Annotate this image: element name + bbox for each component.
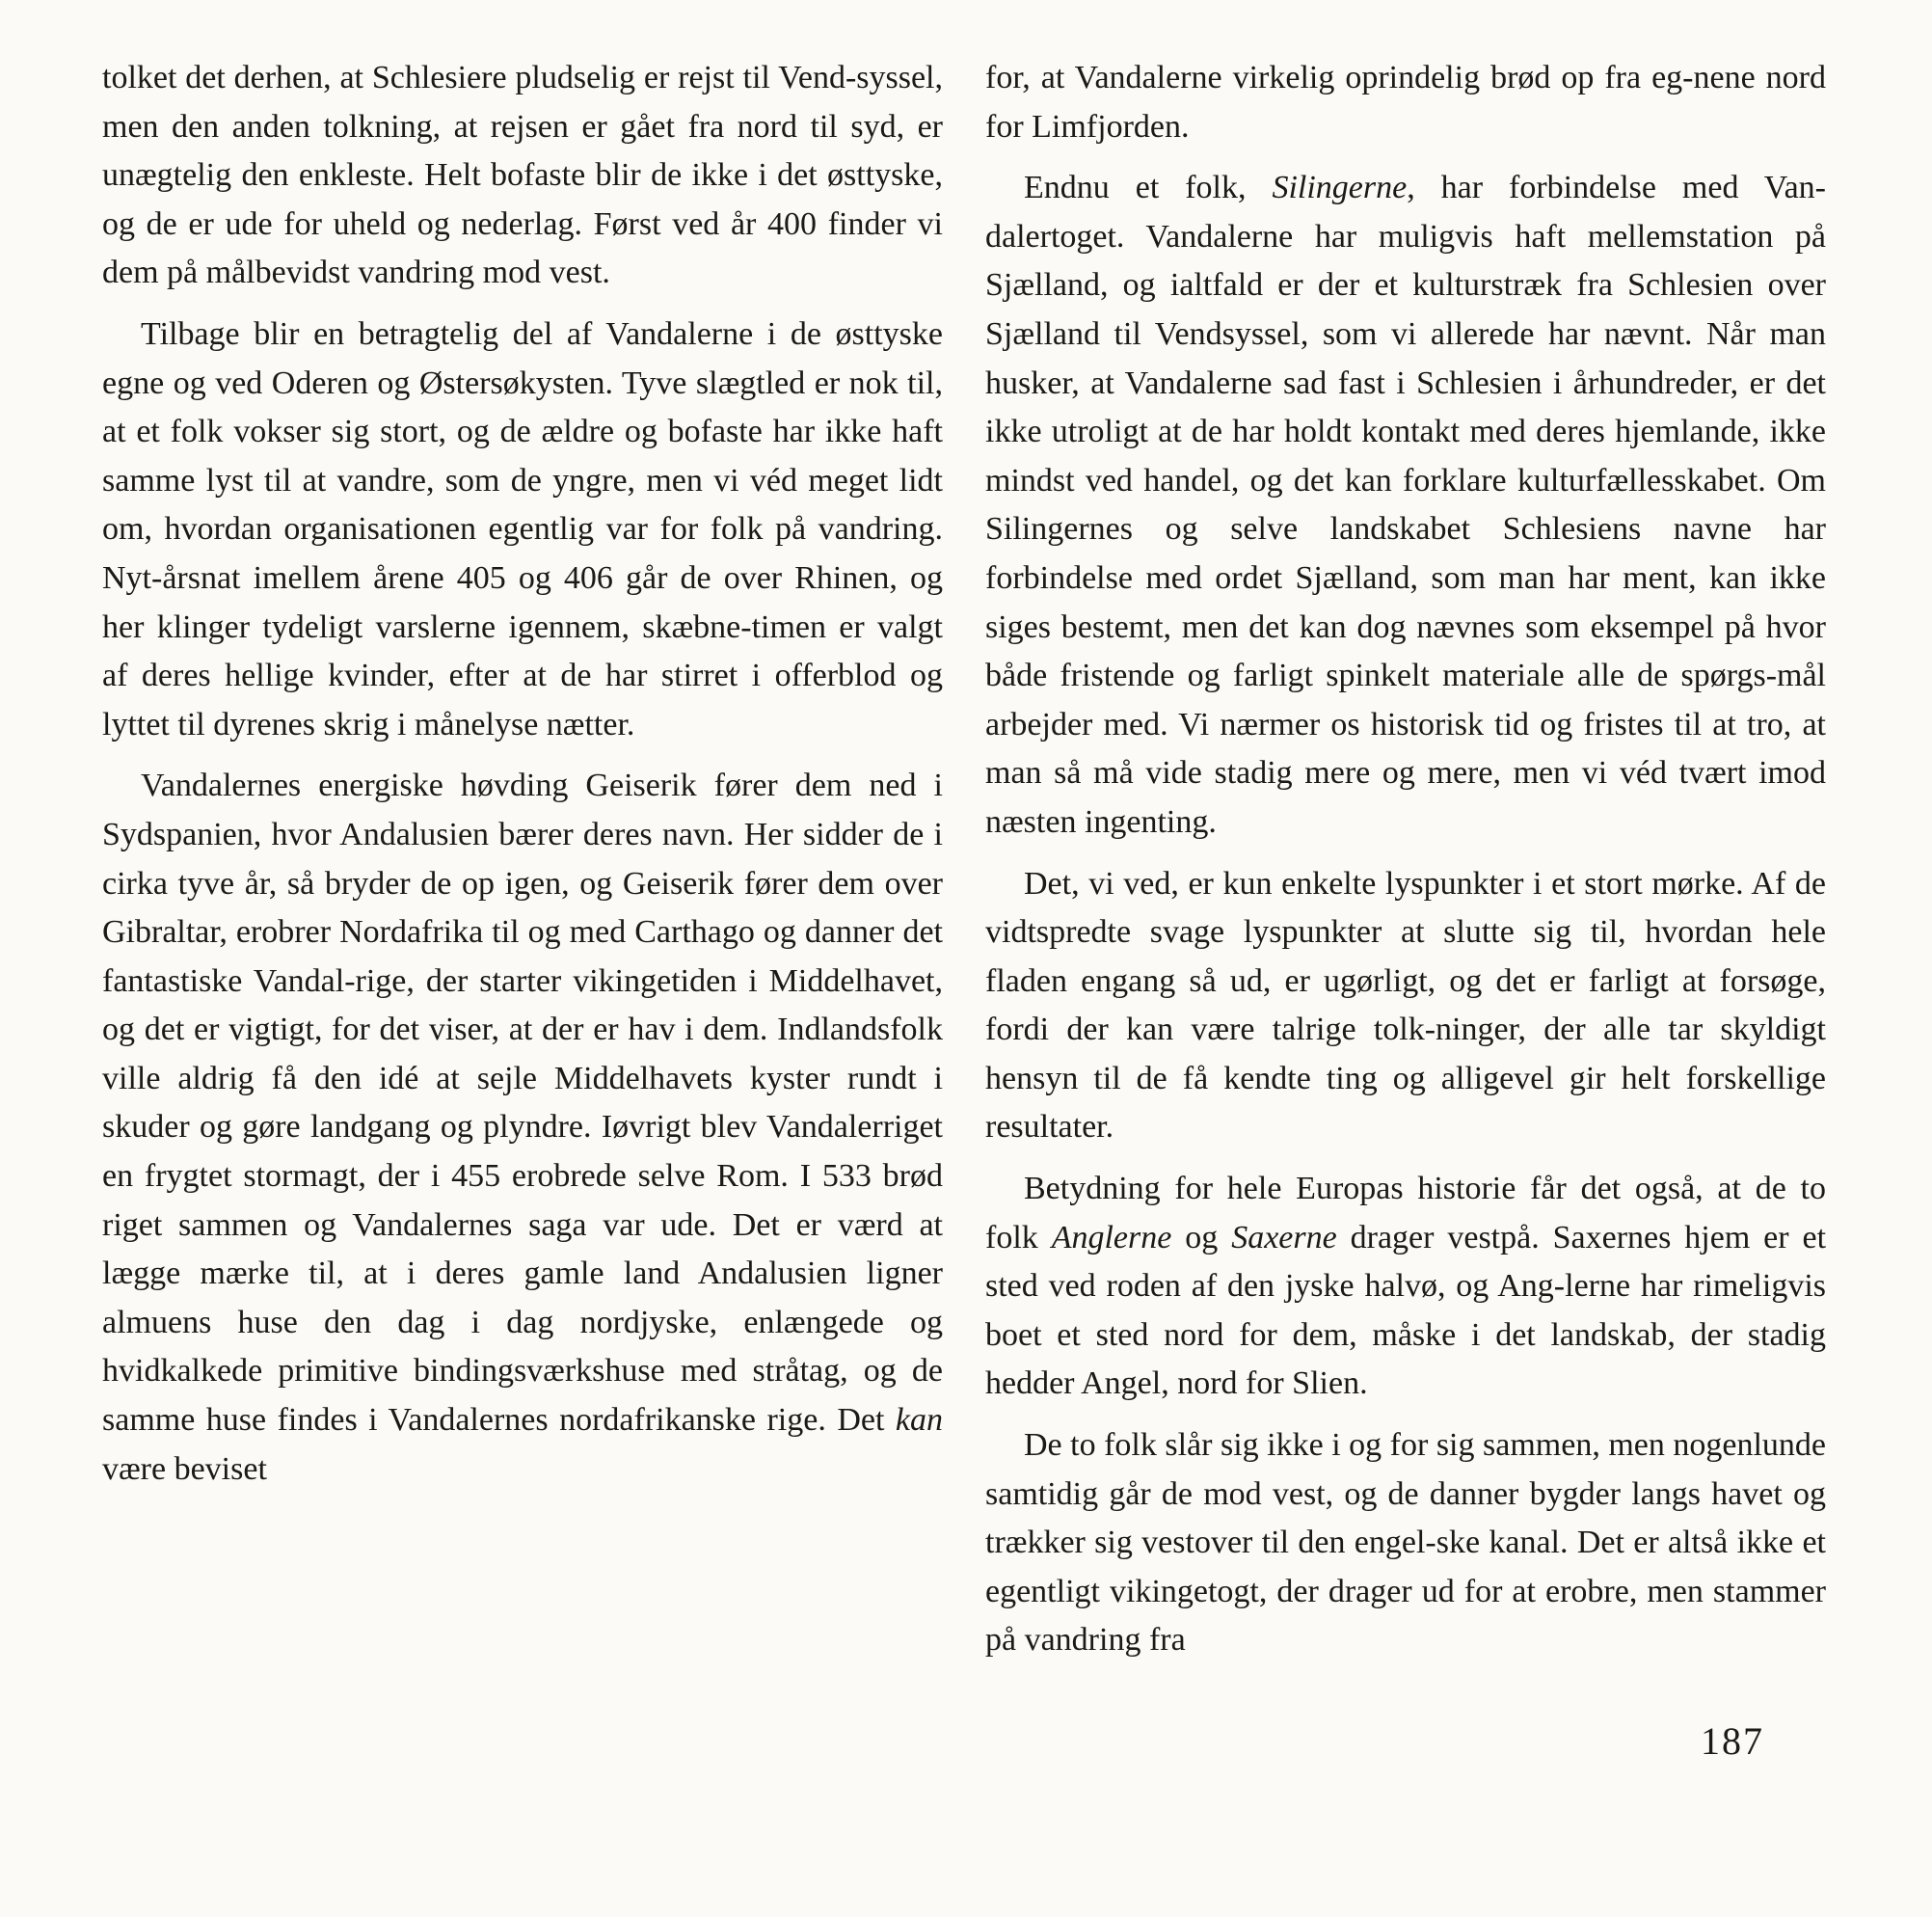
paragraph: Det, vi ved, er kun enkelte lyspunkter i et stort mørke. Af de vidtspredte svage lyspunkter at slutte sig til, hvordan hele fladen engang så ud, er ugørligt, og det er farligt at forsøge, fordi der kan være talrige tolk-ninger, der alle tar skyldigt hensyn til de få kendte ting og alligevel gir helt forskellige resultater. xyxy=(985,865,1826,1146)
paragraph-text: Betydning for hele Europas historie får det også, at de to folk xyxy=(985,1171,1826,1256)
paragraph-text: , har forbindelse med Van-dalertoget. Vandalerne har muligvis haft mellemstation på Sjælland, og ialtfald er der et kulturstræk fra Schlesien over Sjælland til Vendsyssel, som vi allerede har nævnt. Når man husker, at Vandalerne sad fast i Schlesien i århundreder, er det ikke utroligt at de har holdt kontakt med deres hjemlande, ikke mindst ved handel, og det kan forklare kulturfællesskabet. Om Silingernes og selve landskabet Schlesiens navne har forbindelse med ordet Sjælland, som man har ment, kan ikke siges bestemt, men det kan dog nævnes som eksempel på hvor både fristende og farligt spinkelt materiale alle de spørgs-mål arbejder med. Vi nærmer os historisk tid og fristes til at tro, at man så må vide stadig mere og mere, men vi véd tvært imod næsten ingenting. xyxy=(985,170,1826,840)
paragraph-text: drager vestpå. Saxernes hjem er et sted ved roden af den jyske halvø, og Ang-lerne har rimeligvis boet et sted nord for dem, måske i det landskab, der stadig hedder Angel, nord for Slien. xyxy=(985,1219,1827,1402)
paragraph: Tilbage blir en betragtelig del af Vandalerne i de østtyske egne og ved Oderen og Østersøkysten. Tyve slægtled er nok til, at et folk vokser sig stort, og de ældre og bofaste har ikke haft samme lyst til at vandre, som de yngre, men vi véd meget lidt om, hvordan organisationen egentlig var for folk på vandring. Nyt-årsnat imellem årene 405 og 406 går de over Rhinen, og her klinger tydeligt varslerne igennem, skæbne-timen er valgt af deres hellige kvinder, efter at de har stirret i offerblod og lyttet til dyrenes skrig i månelyse nætter. xyxy=(102,315,943,742)
page-number: 187 xyxy=(1701,1719,1764,1763)
paragraph: De to folk slår sig ikke i og for sig sammen, men nogenlunde samtidig går de mod vest, og de danner bygder langs havet og trækker sig vestover til den engel-ske kanal. Det er altså ikke et egentligt vikingetogt, der drager ud for at erobre, men stammer på vandring fra xyxy=(985,1427,1826,1659)
paragraph xyxy=(102,762,943,1494)
paragraph-text: Endnu et folk, xyxy=(1024,170,1247,206)
paragraph xyxy=(985,164,1826,847)
left-column xyxy=(102,54,943,1506)
paragraph: for, at Vandalerne virkelig oprindelig brød op fra eg-nene nord for Limfjorden. xyxy=(985,60,1826,145)
paragraph-text: være beviset xyxy=(102,1450,267,1487)
paragraph xyxy=(985,1165,1826,1409)
right-column xyxy=(985,54,1826,1678)
paragraph-text: og xyxy=(1185,1219,1219,1256)
italic-word: kan xyxy=(895,1402,943,1439)
paragraph-text: Vandalernes energiske høvding Geiserik fører dem ned i Sydspanien, hvor Andalusien bærer deres navn. Her sidder de i cirka tyve år, så bryder de op igen, og Geiserik fører dem over Gibraltar, erobrer Nordafrika til og med Carthago og danner det fantastiske Vandal-rige, der starter vikingetiden i Middelhavet, og det er vigtigt, for det viser, at der er hav i dem. Indlandsfolk ville aldrig få den idé at sejle Middelhavets kyster rundt i skuder og gøre landgang og plyndre. Iøvrigt blev Vandalerriget en frygtet stormagt, der i 455 erobrede selve Rom. I 533 brød riget sammen og Vandalernes saga var ude. Det er værd at lægge mærke til, at i deres gamle land Andalusien ligner almuens huse den dag i dag nordjyske, enlængede og hvidkalkede primitive bindingsværkshuse med stråtag, og de samme huse findes i Vandalernes nordafrikanske rige. Det xyxy=(102,768,943,1439)
italic-word: Silingerne xyxy=(1272,170,1408,206)
italic-word: Saxerne xyxy=(1231,1219,1337,1256)
paragraph: tolket det derhen, at Schlesiere pludselig er rejst til Vend-syssel, men den anden tolkning, at rejsen er gået fra nord til syd, er unægtelig den enkleste. Helt bofaste blir de ikke i det østtyske, og de er ude for uheld og nederlag. Først ved år 400 finder vi dem på målbevidst vandring mod vest. xyxy=(102,60,943,291)
italic-word: Anglerne xyxy=(1051,1219,1172,1256)
